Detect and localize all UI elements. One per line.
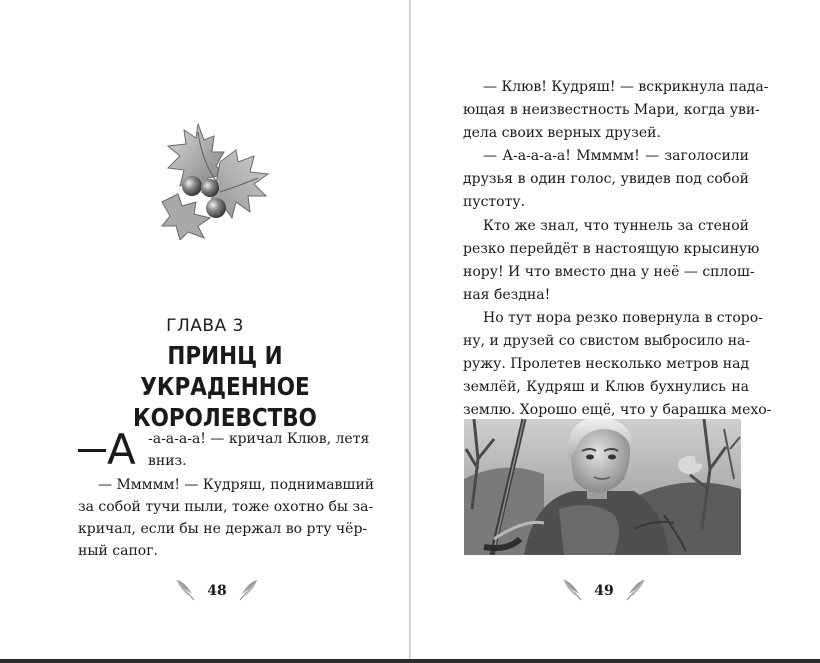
feather-right-icon [239, 578, 259, 602]
drop-cap [78, 426, 136, 474]
text-line: ный сапог. [78, 543, 158, 559]
text-line: Кто же знал, что туннель за стеной [483, 217, 749, 234]
right-page [411, 0, 820, 663]
prince-illustration [464, 419, 741, 555]
holly-illustration [158, 122, 278, 240]
chapter-title [83, 340, 367, 433]
bottom-edge [0, 659, 820, 663]
text-line: -а-а-а-а! — кричал Клюв, летя [148, 431, 370, 447]
text-line: за собой тучи пыли, тоже охотно бы за- [78, 499, 374, 515]
text-line: — А-а-а-а-а! Ммммм! — заголосили [483, 148, 749, 165]
text-line: резко перейдёт в настоящую крысиную [463, 240, 760, 257]
text-line: землёй, Кудряш и Клюв бухнулись на [463, 379, 749, 396]
chapter-number: ГЛАВА 3 [166, 316, 244, 336]
text-line: вниз. [148, 453, 187, 469]
left-body-text [78, 425, 375, 562]
text-line: землю. Хорошо ещё, что у барашка мехо- [463, 402, 772, 419]
chapter-title-line: ПРИНЦ И УКРАДЕННОЕ [140, 341, 310, 401]
text-line: кричал, если бы не держал во рту чёр- [78, 521, 368, 537]
page-number: 49 [594, 583, 614, 599]
page-number-footer [157, 578, 277, 606]
text-line: — Клюв! Кудряш! — вскрикнула пада- [483, 79, 769, 95]
text-line: ная бездна! [463, 286, 551, 303]
em-dash-mark [78, 449, 106, 452]
text-line: пустоту. [463, 194, 526, 211]
page-number: 48 [207, 583, 227, 599]
right-body-text [463, 76, 772, 422]
text-line: Но тут нора резко повернула в сторо- [483, 309, 763, 326]
page-number-footer [544, 578, 664, 606]
chapter-title-line: КОРОЛЕВСТВО [133, 403, 317, 432]
text-line: — Ммммм! — Кудряш, поднимавший [98, 477, 375, 493]
text-line: ющая в неизвестность Мари, когда уви- [463, 102, 760, 119]
text-line: ну, и друзей со свистом выбросило на- [463, 333, 751, 350]
feather-right-icon [626, 578, 646, 602]
text-line: друзья в один голос, увидев под собой [463, 171, 749, 188]
drop-cap-letter: А [107, 425, 136, 474]
text-line: ружу. Пролетев несколько метров над [463, 356, 750, 373]
text-line: нору! И что вместо дна у неё — сплош- [463, 263, 755, 280]
text-line: дела своих верных друзей. [463, 125, 661, 142]
